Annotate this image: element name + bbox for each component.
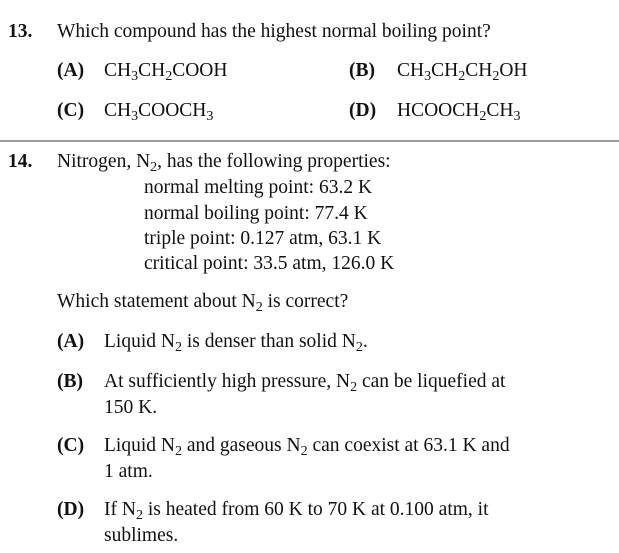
option-label: (B) [349,60,375,81]
question-number: 13. [8,21,33,42]
option-b [57,372,83,392]
property-melting-point: normal melting point: 63.2 K [144,177,373,198]
option-label: (C) [57,100,85,121]
option-c [57,101,84,121]
option-a [57,61,84,81]
option-formula: $CH_3CH_2CH_2OH$ [397,60,528,84]
question-stem: Which compound has the highest normal boiling point? [57,21,491,42]
property-boiling-point: normal boiling point: 77.4 K [144,203,368,224]
option-text: If $N_2$ is heated from 60 K to 70 K at 0.100 atm, it [104,499,489,523]
option-formula: $CH_3CH_2COOH$ [104,60,228,84]
option-text: At sufficiently high pressure, $N_2$ can be liquefied at [104,371,506,395]
option-text-continued: 150 K. [104,397,158,418]
property-critical-point: critical point: 33.5 atm, 126.0 K [144,253,395,274]
option-text-continued: sublimes. [104,525,179,546]
option-label: (B) [57,371,83,392]
option-text: Liquid $N_2$ is denser than solid $N_2$. [104,331,368,355]
question-stem: Nitrogen, $N_2$, has the following properties: [57,151,391,175]
divider [0,140,619,142]
option-label: (A) [57,60,85,81]
option-c [57,436,84,456]
option-text-continued: 1 atm. [104,461,153,482]
property-triple-point: triple point: 0.127 atm, 63.1 K [144,228,382,249]
question-13 [8,22,32,42]
option-d [349,101,376,121]
option-b [349,61,375,81]
question-number: 14. [8,151,33,172]
option-formula: $CH_3COOCH_3$ [104,100,214,124]
option-formula: $HCOOCH_2CH_3$ [397,100,521,124]
question-prompt: Which statement about $N_2$ is correct? [57,291,349,315]
option-d [57,500,84,520]
option-a [57,332,84,352]
option-text: Liquid $N_2$ and gaseous $N_2$ can coexist at 63.1 K and [104,435,510,459]
option-label: (C) [57,435,85,456]
question-14 [8,152,32,172]
option-label: (A) [57,331,85,352]
option-label: (D) [349,100,377,121]
option-label: (D) [57,499,85,520]
